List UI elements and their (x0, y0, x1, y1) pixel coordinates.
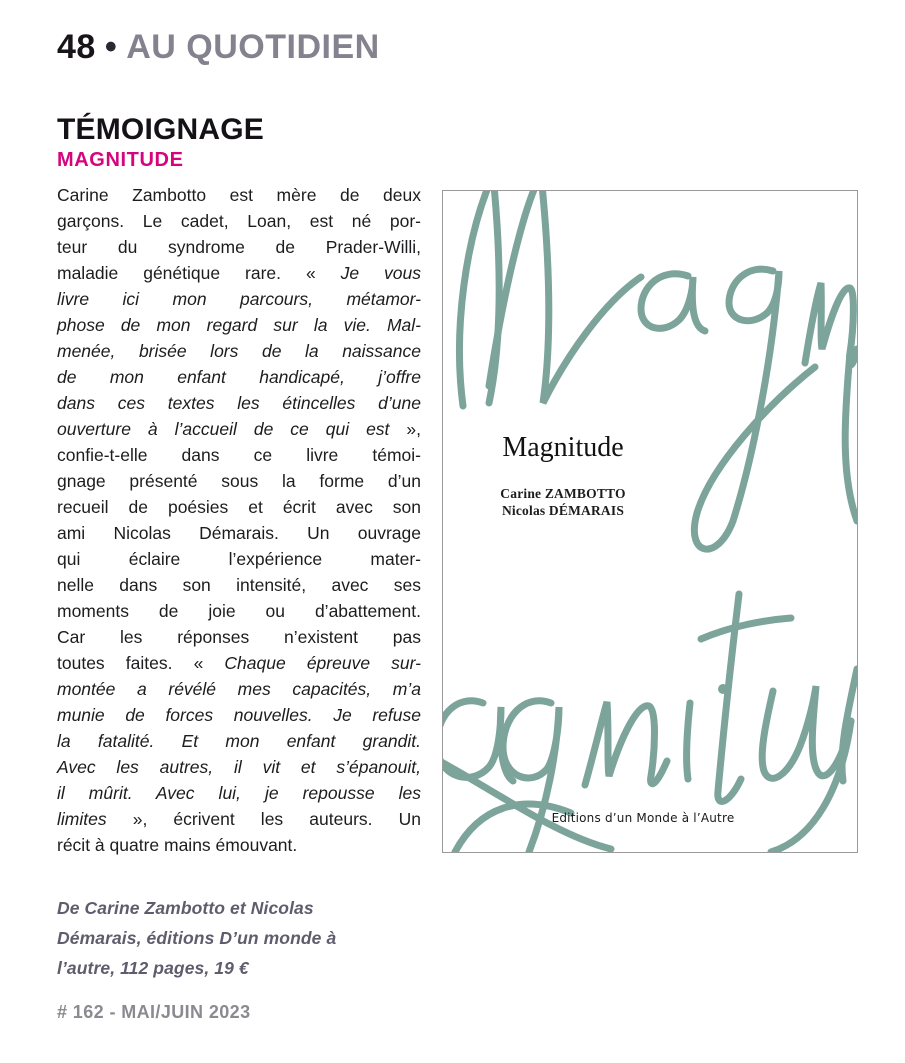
script-u-bottom (762, 686, 851, 778)
article-line: gnage présenté sous la forme d’un (57, 471, 421, 491)
article-line: dans ces textes les étincelles d’une (57, 393, 421, 413)
article-line: maladie génétique rare. « Je vous (57, 263, 422, 283)
script-strokes (443, 191, 857, 852)
article-line: récit à quatre mains émouvant. (57, 835, 298, 855)
article-line: Carine Zambotto est mère de deux (57, 185, 421, 205)
article-line: recueil de poésies et écrit avec son (57, 497, 421, 517)
article-line: menée, brisée lors de la naissance (57, 341, 421, 361)
article-line: ami Nicolas Démarais. Un ouvrage (57, 523, 421, 543)
cover-author: Nicolas DÉMARAIS (501, 503, 625, 518)
article-line: limites », écrivent les auteurs. Un (57, 809, 421, 829)
section-name: AU QUOTIDIEN (126, 28, 380, 66)
credit-line: De Carine Zambotto et Nicolas (57, 898, 314, 918)
credit-line: Démarais, éditions D’un monde à (57, 928, 337, 948)
script-n-bottom (585, 702, 667, 785)
script-t-crossbar (701, 618, 791, 639)
book-cover (442, 190, 858, 853)
credit-line: l’autre, 112 pages, 19 € (57, 958, 249, 978)
article-line: livre ici mon parcours, métamor- (57, 289, 421, 309)
article-line: Avec les autres, il vit et s’épanouit, (57, 757, 421, 777)
article-line: toutes faites. « Chaque épreuve sur- (57, 653, 421, 673)
script-g-top (694, 269, 815, 549)
cover-publisher: Editions d’un Monde à l’Autre (551, 811, 735, 825)
article-line: ouverture à l’accueil de ce qui est », (57, 419, 421, 439)
article-line: moments de joie ou d’abattement. (57, 601, 421, 621)
article-line: il mûrit. Avec lui, je repousse les (57, 783, 421, 803)
article-line: munie de forces nouvelles. Je refuse (57, 705, 421, 725)
cover-title: Magnitude (502, 432, 624, 463)
page-number: 48 (57, 28, 96, 66)
article-line: de mon enfant handicapé, j’offre (57, 367, 421, 387)
bullet-separator: • (104, 28, 118, 66)
cover-script-lettering (443, 191, 857, 852)
article-line: garçons. Le cadet, Loan, est né por- (57, 211, 421, 231)
article-line: confie-t-elle dans ce livre témoi- (57, 445, 421, 465)
script-n-tail (845, 353, 857, 521)
issue-footer: # 162 - MAI/JUIN 2023 (57, 1002, 251, 1022)
article-line: nelle dans son intensité, avec ses (57, 575, 421, 595)
article-line: teur du syndrome de Prader-Willi, (57, 237, 421, 257)
article-title: MAGNITUDE (57, 149, 184, 171)
cover-authors (443, 485, 683, 519)
article-line: qui éclaire l’expérience mater- (57, 549, 421, 569)
article-line: montée a révélé mes capacités, m’a (57, 679, 421, 699)
article-kicker: TÉMOIGNAGE (57, 113, 265, 146)
article-line: phose de mon regard sur la vie. Mal- (57, 315, 421, 335)
article-line: Car les réponses n’existent pas (57, 627, 421, 647)
article-body (57, 182, 421, 858)
article-line: la fatalité. Et mon enfant grandit. (57, 731, 421, 751)
cover-author: Carine ZAMBOTTO (500, 486, 626, 501)
page-header (57, 28, 380, 67)
script-i-bottom (687, 703, 690, 779)
book-credit (57, 893, 437, 983)
script-a-top (641, 274, 705, 331)
script-M2 (489, 191, 641, 403)
